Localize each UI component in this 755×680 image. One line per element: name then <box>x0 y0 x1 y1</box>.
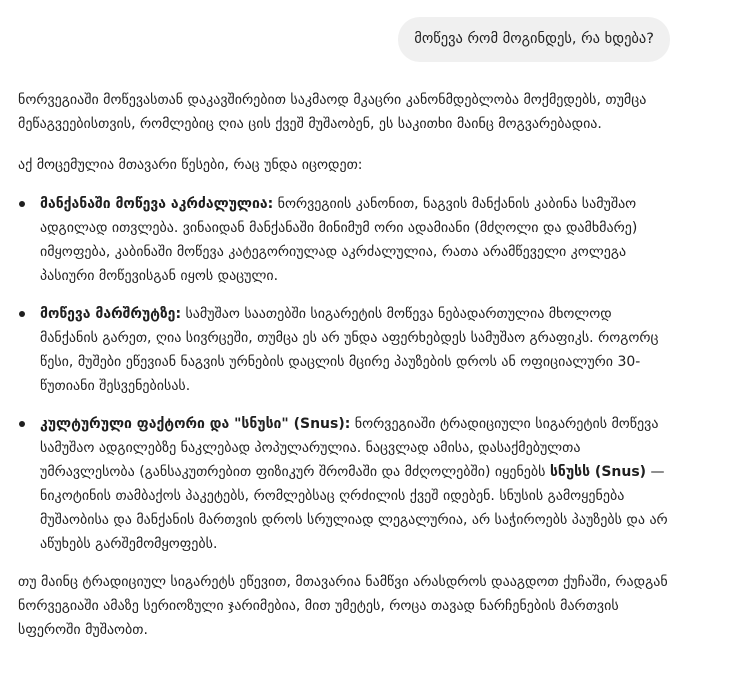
rule-inline-term: სნუსს (Snus) <box>549 464 647 480</box>
response-outro-paragraph: თუ მაინც ტრადიციულ სიგარეტს ეწევით, მთავარია ნამწვი არასდროს დააგდოთ ქუჩაში, რადგან ნორვეგიაში ამაზე სერიოზული ჯარიმებია, მით უმეტეს, როცა თავად ნარჩენების მართვის სფეროში მუშაობთ. <box>18 574 668 638</box>
rule-term: კულტურული ფაქტორი და "სნუსი" (Snus): <box>40 416 351 432</box>
rule-item-snus <box>18 412 674 556</box>
response-intro-paragraph: ნორვეგიაში მოწევასთან დაკავშირებით საკმაოდ მკაცრი კანონმდებლობა მოქმედებს, თუმცა მეწაგვეებისთვის, რომლებიც ღია ცის ქვეშ მუშაობენ, ეს საკითხი მაინც მოგვარებადია. <box>18 92 647 132</box>
rule-term: მოწევა მარშრუტზე: <box>40 306 182 322</box>
rule-text-after: — ნიკოტინის თამბაქოს პაკეტებს, რომლებსაც ღრძილის ქვეშ იდებენ. სნუსის გამოყენება მუშაობისა და მანქანის მართვის დროს სრულიად ლეგალურია, არ საჭიროებს პაუზებს და არ აწუხებს გარშემომყოფებს. <box>40 464 668 552</box>
rule-text: სამუშაო საათებში სიგარეტის მოწევა ნებადართულია მხოლოდ მანქანის გარეთ, ღია სივრცეში, თუმცა ეს არ უნდა აფერხებდეს სამუშაო გრაფიკს. როგორც წესი, მუშები ეწევიან ნაგვის ურნების დაცლის მცირე პაუზების დროს ან ოფიციალური 30-წუთიანი შესვენებისას. <box>40 306 659 394</box>
bullet-icon <box>19 201 25 207</box>
rule-item-car-smoking <box>18 192 674 288</box>
rules-list <box>18 192 674 556</box>
rule-text: ნორვეგიის კანონით, ნაგვის მანქანის კაბინა სამუშაო ადგილად ითვლება. ვინაიდან მანქანაში მინიმუმ ორი ადამიანი (მძღოლი და დამხმარე) იმყოფება, კაბინაში მოწევა კატეგორიულად აკრძალულია, რათა არამწეველი კოლეგა პასიური მოწევისგან იყოს დაცული. <box>40 196 638 284</box>
assistant-response <box>18 88 674 642</box>
user-message-row <box>398 17 670 62</box>
bullet-icon <box>19 311 25 317</box>
user-message-bubble: მოწევა რომ მოგინდეს, რა ხდება? <box>398 17 670 62</box>
rule-text-before: ნორვეგიაში ტრადიციული სიგარეტის მოწევა სამუშაო ადგილებზე ნაკლებად პოპულარულია. ნაცვლად ამისა, დასაქმებულთა უმრავლესობა (განსაკუთრებით ფიზიკურ შრომაში და მძღოლებში) იყენებს <box>40 416 659 480</box>
rule-term: მანქანაში მოწევა აკრძალულია: <box>40 196 274 212</box>
bullet-icon <box>19 421 25 427</box>
response-lead-paragraph: აქ მოცემულია მთავარი წესები, რაც უნდა იცოდეთ: <box>18 157 363 173</box>
rule-item-route-smoking <box>18 302 674 398</box>
